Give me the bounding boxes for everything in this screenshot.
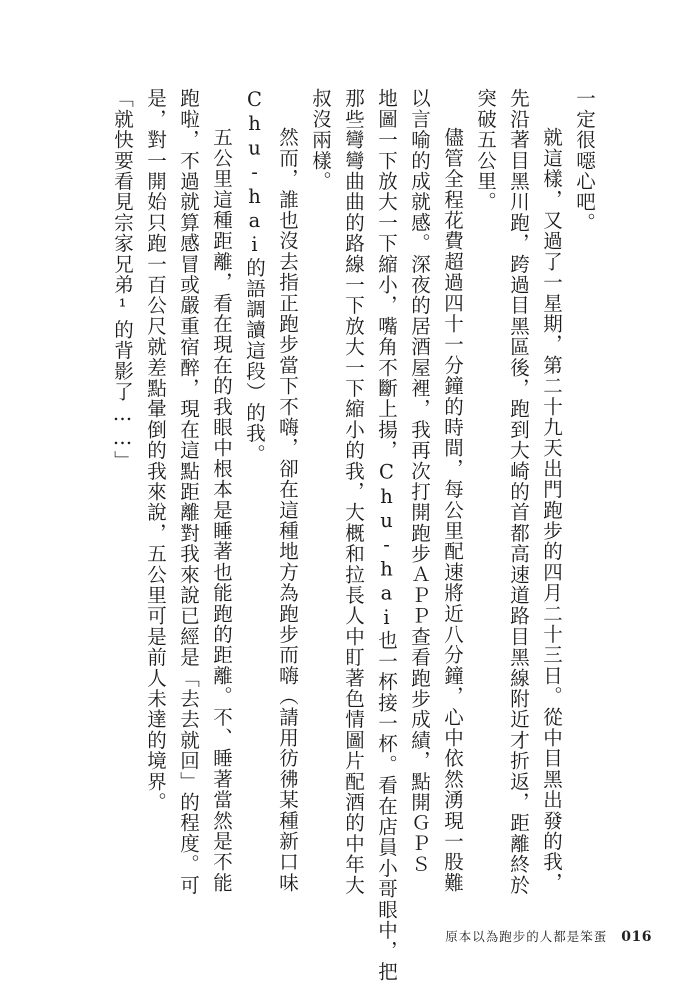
text-column: 以言喻的成就感。深夜的居酒屋裡，我再次打開跑步ＡＰＰ查看跑步成績，點開ＧＰＳ (408, 88, 431, 875)
running-head-title: 原本以為跑步的人都是笨蛋 (445, 929, 608, 944)
text-column: 然而，誰也沒去指正跑步當下不嗨，卻在這種地方為跑步而嗨（請用彷彿某種新口味 (276, 127, 299, 893)
text-column: 一定很噁心吧。 (573, 88, 596, 233)
text-column: 叔沒兩樣。 (309, 88, 332, 192)
page-number: 016 (621, 929, 652, 945)
text-column: Chu-hai的語調讀這段）的我。 (243, 88, 266, 465)
text-column: 就這樣，又過了一星期，第二十九天出門跑步的四月二十三日。從中目黑出發的我， (540, 127, 563, 893)
text-column: 跑啦，不過就算感冒或嚴重宿醉，現在這點距離對我來說已經是「去去就回」的程度。可 (177, 88, 200, 896)
text-column: 儘管全程花費超過四十一分鐘的時間，每公里配速將近八分鐘，心中依然湧現一股難 (441, 127, 464, 893)
text-column: 地圖一下放大一下縮小，嘴角不斷上揚，Chu-hai也一杯接一杯。看在店員小哥眼中，把 (375, 88, 398, 982)
page-footer (445, 927, 652, 945)
text-column: 五公里這種距離，看在現在的我眼中根本是睡著也能跑的距離。不、睡著當然是不能 (210, 127, 233, 893)
text-column: 那些彎彎曲曲的路線一下放大一下縮小的我，大概和拉長人中盯著色情圖片配酒的中年大 (342, 88, 365, 896)
text-column: 「就快要看見宗家兄弟¹的背影了……」 (111, 88, 134, 472)
text-column: 先沿著目黑川跑，跨過目黑區後，跑到大崎的首都高速道路目黑線附近才折返，距離終於 (507, 88, 530, 896)
text-column: 是，對一開始只跑一百公尺就差點暈倒的我來說，五公里可是前人未達的境界。 (144, 88, 167, 813)
text-column: 突破五公里。 (474, 88, 497, 213)
